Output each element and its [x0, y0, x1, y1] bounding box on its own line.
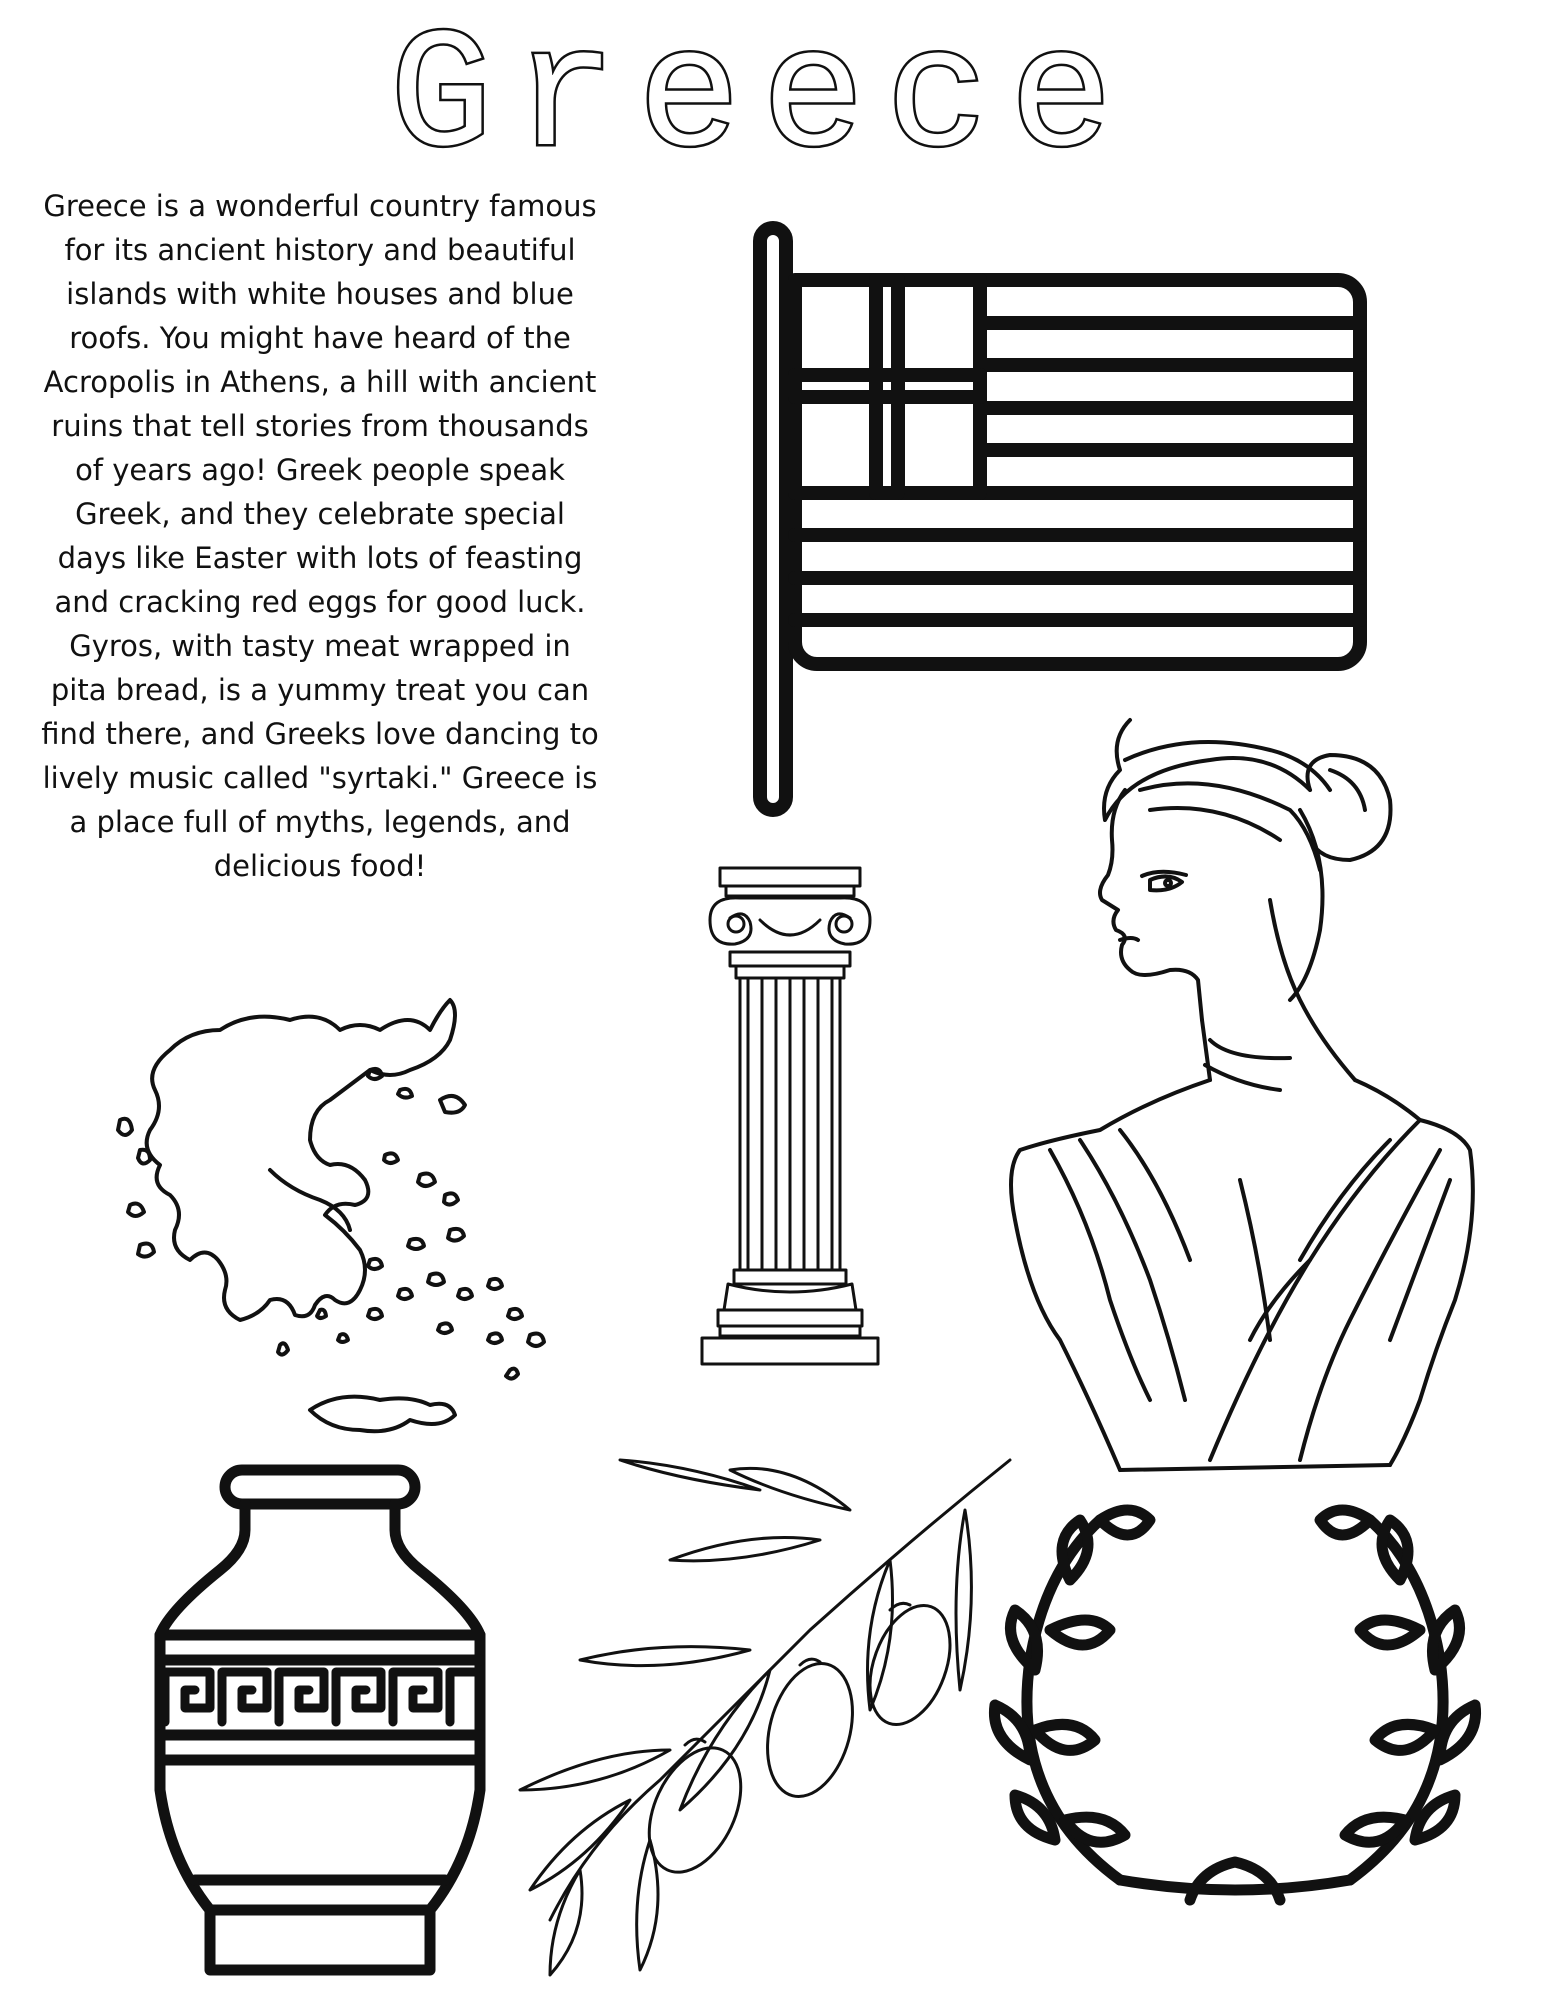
greek-woman-bust-icon [1010, 700, 1480, 1500]
laurel-wreath-icon [990, 1500, 1480, 1920]
greece-map-icon [110, 990, 570, 1460]
greek-amphora-icon [150, 1460, 490, 1980]
page-title: Greece [390, 3, 1135, 196]
intro-text: Greece is a wonderful country famous for its ancient history and beautiful islands with white houses and blue roofs. You might have heard of the Acropolis in Athens, a hill with ancient ruins that tell stories from thousands of years ago! Greek people speak Greek, and they celebrate special days like Easter with lots of feasting and cracking red eggs for good luck. Gyros, with tasty meat wrapped in pita bread, is a yummy treat you can find there, and Greeks love dancing to lively music called "syrtaki." Greece is a place full of myths, legends, and delicious food! [41, 189, 599, 883]
ionic-column-icon [700, 860, 880, 1420]
olive-branch-icon [510, 1450, 1020, 1980]
